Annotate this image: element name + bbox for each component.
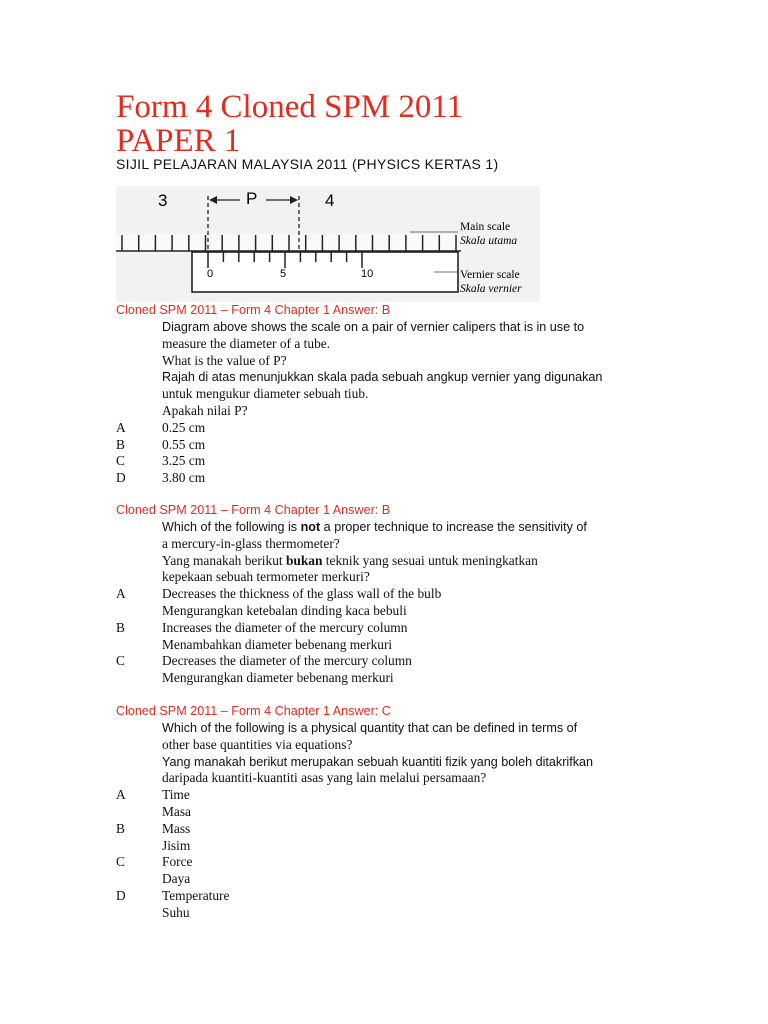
question-1-line: measure the diameter of a tube. — [162, 335, 331, 351]
main-scale-label-3: 3 — [158, 191, 168, 210]
option-text: Force — [162, 854, 193, 870]
question-3-option-c-translation: Daya — [162, 871, 191, 887]
option-letter: C — [116, 854, 125, 870]
question-3-option-b — [116, 821, 676, 838]
vernier-scale-caption: Vernier scale — [460, 269, 520, 281]
question-1-option-b — [116, 437, 676, 454]
main-scale-caption: Main scale — [460, 221, 511, 233]
exam-subtitle: SIJIL PELAJARAN MALAYSIA 2011 (PHYSICS KERTAS 1) — [116, 156, 499, 172]
vernier-label-10: 10 — [361, 268, 374, 280]
option-letter: A — [116, 787, 126, 803]
option-text: 3.80 cm — [162, 470, 206, 486]
question-1-option-a — [116, 420, 676, 437]
question-2-line: kepekaan sebuah termometer merkuri? — [162, 569, 370, 585]
question-1 — [116, 302, 676, 487]
main-scale-caption-ms: Skala utama — [460, 235, 518, 247]
question-1-option-c — [116, 453, 676, 470]
option-letter: D — [116, 887, 126, 903]
question-3-option-a-translation: Masa — [162, 803, 192, 819]
question-3 — [116, 703, 676, 922]
vernier-scale-box — [192, 252, 458, 292]
option-letter: B — [116, 820, 125, 836]
option-text: Temperature — [162, 887, 230, 903]
vernier-scale-caption-ms: Skala vernier — [460, 283, 522, 295]
vernier-caliper-diagram — [116, 186, 540, 302]
question-2 — [116, 502, 676, 687]
question-2-line: Yang manakah berikut bukan teknik yang sesuai untuk meningkatkan — [162, 552, 538, 568]
vernier-label-5: 5 — [280, 268, 287, 280]
option-text: Mass — [162, 820, 191, 836]
option-letter: A — [116, 586, 126, 602]
option-text: 0.55 cm — [162, 436, 206, 452]
question-2-option-c-translation: Mengurangkan diameter bebenang merkuri — [162, 670, 394, 686]
option-text: Decreases the diameter of the mercury column — [162, 653, 412, 669]
option-text: 0.25 cm — [162, 419, 206, 435]
main-scale-ticks — [122, 235, 456, 251]
question-2-option-b-translation: Menambahkan diameter bebenang merkuri — [162, 636, 393, 652]
question-1-option-d — [116, 470, 676, 487]
question-2-option-a-translation: Mengurangkan ketebalan dinding kaca bebuli — [162, 602, 407, 618]
question-2-header: Cloned SPM 2011 – Form 4 Chapter 1 Answer: B — [116, 503, 391, 517]
vernier-label-0: 0 — [207, 268, 214, 280]
option-text: Decreases the thickness of the glass wall of the bulb — [162, 586, 442, 602]
question-3-option-b-translation: Jisim — [162, 837, 191, 853]
option-letter: D — [116, 470, 126, 486]
question-2-option-b — [116, 620, 676, 637]
option-text: 3.25 cm — [162, 453, 206, 469]
question-3-option-d — [116, 888, 676, 905]
question-1-line: Rajah di atas menunjukkan skala pada sebuah angkup vernier yang digunakan — [162, 370, 603, 385]
question-3-option-c — [116, 854, 676, 871]
question-1-line: Diagram above shows the scale on a pair of vernier calipers that is in use to — [162, 320, 585, 334]
question-3-line: other base quantities via equations? — [162, 736, 353, 752]
main-scale-label-4: 4 — [325, 191, 335, 210]
option-text: Time — [162, 787, 190, 803]
option-letter: B — [116, 619, 125, 635]
document-title: Form 4 Cloned SPM 2011 — [116, 89, 464, 125]
question-1-line: What is the value of P? — [162, 352, 287, 368]
option-letter: C — [116, 453, 125, 469]
question-1-line: Apakah nilai P? — [162, 402, 248, 418]
question-1-header: Cloned SPM 2011 – Form 4 Chapter 1 Answer: B — [116, 303, 391, 317]
question-3-option-d-translation: Suhu — [162, 904, 190, 920]
question-1-line: untuk mengukur diameter sebuah tiub. — [162, 386, 369, 402]
option-letter: B — [116, 436, 125, 452]
question-3-line: Which of the following is a physical quantity that can be defined in terms of — [162, 721, 578, 735]
question-3-option-a — [116, 787, 676, 804]
question-2-option-c — [116, 653, 676, 670]
question-2-option-a — [116, 586, 676, 603]
question-2-line: a mercury-in-glass thermometer? — [162, 535, 340, 551]
question-3-header: Cloned SPM 2011 – Form 4 Chapter 1 Answer: C — [116, 704, 391, 718]
question-3-line: Yang manakah berikut merupakan sebuah kuantiti fizik yang boleh ditakrifkan — [162, 754, 594, 769]
p-label: P — [246, 189, 258, 208]
option-text: Increases the diameter of the mercury column — [162, 619, 408, 635]
question-3-line: daripada kuantiti-kuantiti asas yang lain melalui persamaan? — [162, 770, 487, 786]
paper-title: PAPER 1 — [116, 123, 241, 159]
option-letter: A — [116, 419, 126, 435]
option-letter: C — [116, 653, 125, 669]
question-2-line: Which of the following is not a proper technique to increase the sensitivity of — [162, 520, 587, 534]
